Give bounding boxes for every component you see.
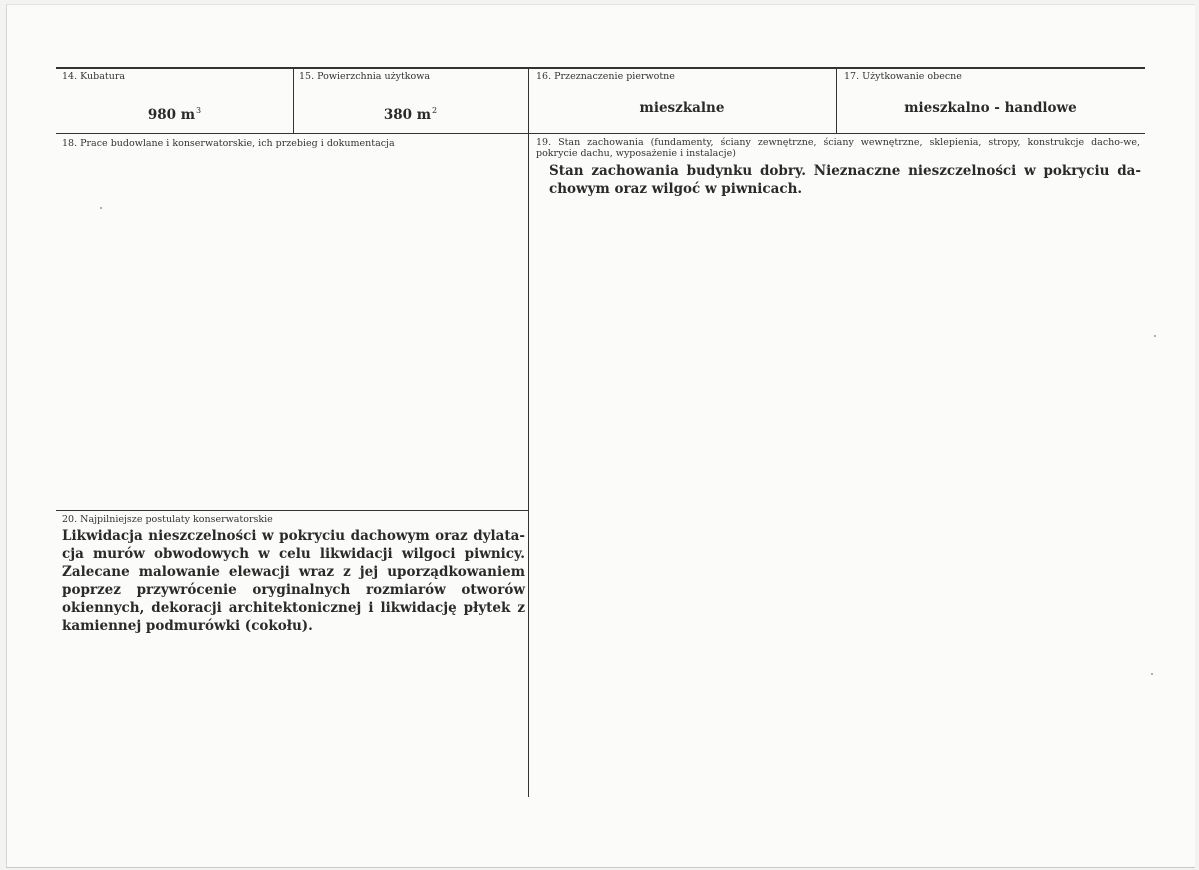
field-15-unit-exponent: 2	[432, 106, 438, 115]
scan-speck	[1151, 673, 1153, 675]
field-15-value	[293, 106, 528, 123]
field-16-label: 16. Przeznaczenie pierwotne	[536, 71, 675, 82]
field-15-label: 15. Powierzchnia użytkowa	[299, 71, 431, 82]
form-sheet	[6, 4, 1195, 868]
field-20-label: 20. Najpilniejsze postulaty konserwatorskie	[62, 514, 273, 525]
field-18-label: 18. Prace budowlane i konserwatorskie, ich przebieg i dokumentacja	[62, 138, 395, 149]
field-14-value-text: 980 m	[147, 107, 196, 123]
field18-bottom-rule	[56, 510, 529, 511]
field-19-label: 19. Stan zachowania (fundamenty, ściany zewnętrzne, ściany wewnętrzne, sklepienia, stropy, konstrukcje dacho-we, pokrycie dachu, wyposażenie i instalacje)	[536, 137, 1140, 159]
field-17-label: 17. Użytkowanie obecne	[844, 71, 962, 82]
row1-bottom-rule	[56, 133, 1145, 134]
divider-14-15	[293, 68, 294, 134]
field-19-value: Stan zachowania budynku dobry. Nieznaczne nieszczelności w pokryciu da-chowym oraz wilgoć w piwnicach.	[549, 163, 1141, 197]
field-20-value: Likwidacja nieszczelności w pokryciu dachowym oraz dylata-cja murów obwodowych w celu likwidacji wilgoci piwnicy. Zalecane malowanie elewacji wraz z jej uporządkowaniem poprzez przywrócenie oryginalnych rozmiarów otworów okiennych, dekoracji architektonicznej i likwidację płytek z kamiennej podmurówki (cokołu).	[62, 528, 525, 634]
field-14-value	[56, 106, 293, 123]
field-14-label: 14. Kubatura	[62, 71, 126, 82]
field-17-value: mieszkalno - handlowe	[904, 100, 1077, 116]
field-15-value-text: 380 m	[383, 107, 432, 123]
divider-main	[528, 134, 529, 797]
field-14-unit-exponent: 3	[196, 106, 202, 115]
field-16-value: mieszkalne	[639, 100, 725, 116]
scan-speck	[100, 207, 102, 209]
table-top-rule	[56, 67, 1145, 69]
scan-speck	[1154, 335, 1156, 337]
